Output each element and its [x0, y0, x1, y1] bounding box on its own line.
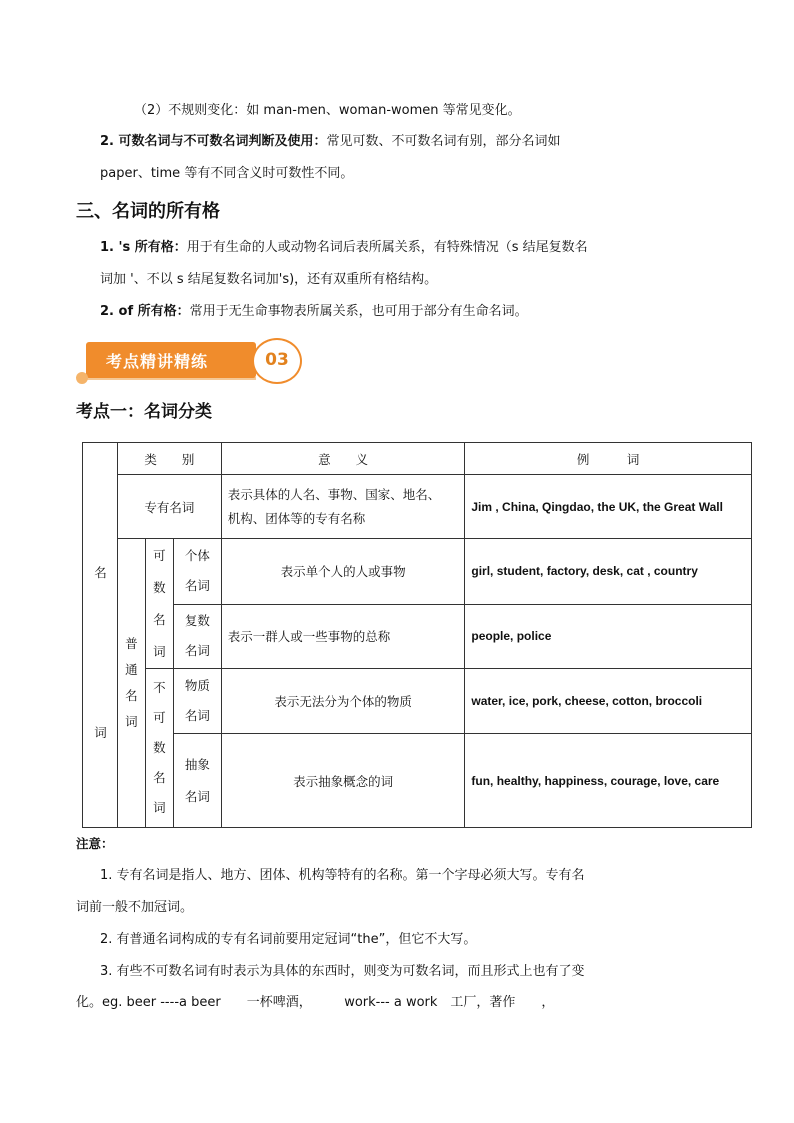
- countable-item-text: 常见可数、不可数名词有别，部分名词如: [326, 134, 561, 149]
- countable-char: 数: [153, 579, 166, 595]
- possessive-of-label: 2. of 所有格：: [100, 304, 190, 319]
- subtype-line1: 物质: [184, 678, 210, 693]
- uncountable-char: 名: [153, 770, 166, 785]
- noun-side-label: [83, 443, 118, 828]
- header-examples: 例 词: [465, 443, 752, 475]
- row-examples: fun, healthy, happiness, courage, love, care: [465, 734, 752, 828]
- row-meaning: 表示抽象概念的词: [221, 734, 465, 828]
- banner-number: 03: [265, 350, 289, 370]
- subtype-line2: 名词: [184, 708, 210, 723]
- subtype-line1: 抽象: [184, 756, 210, 772]
- common-char: 词: [125, 714, 138, 729]
- countable-char: 可: [153, 547, 166, 563]
- note-2: 2. 有普通名词构成的专有名词前要用定冠词“the”，但它不大写。: [100, 932, 477, 947]
- subtype-label: [173, 669, 221, 734]
- possessive-s-line: [100, 238, 588, 258]
- possessive-of-line: [100, 302, 528, 322]
- subtype-line2: 名词: [184, 788, 210, 804]
- uncountable-label: [145, 669, 173, 828]
- subtype-label: [173, 539, 221, 605]
- proper-noun-examples: Jim , China, Qingdao, the UK, the Great Wall: [465, 475, 752, 539]
- noun-classification-table: [82, 442, 752, 828]
- possessive-s-continuation: 词加 '、不以 s 结尾复数名词加's)，还有双重所有格结构。: [100, 272, 438, 287]
- banner-dot: [76, 372, 88, 384]
- countable-item-label: 2. 可数名词与不可数名词判断及使用：: [100, 134, 327, 149]
- common-char: 普: [125, 636, 138, 651]
- row-examples: girl, student, factory, desk, cat , country: [465, 539, 752, 605]
- countable-char: 名: [153, 611, 166, 627]
- possessive-s-text: 用于有生命的人或动物名词后表所属关系，有特殊情况（s 结尾复数名: [186, 240, 588, 255]
- subtype-label: [173, 734, 221, 828]
- row-meaning: 表示一群人或一些事物的总称: [221, 604, 465, 669]
- possessive-of-text: 常用于无生命事物表所属关系，也可用于部分有生命名词。: [189, 304, 528, 319]
- section-heading-possessive: 三、名词的所有格: [76, 201, 220, 222]
- table-row: [83, 669, 752, 734]
- subtype-line2: 名词: [184, 643, 210, 659]
- subtype-line1: 个体: [184, 548, 210, 564]
- side-label-bottom: 词: [94, 725, 107, 740]
- row-examples: people, police: [465, 604, 752, 669]
- note-1-line2: 词前一般不加冠词。: [76, 900, 194, 915]
- table-row: [83, 475, 752, 539]
- countable-item-continuation: paper、time 等有不同含义时可数性不同。: [100, 166, 354, 181]
- row-meaning: 表示单个人的人或事物: [221, 539, 465, 605]
- row-meaning: 表示无法分为个体的物质: [221, 669, 465, 734]
- possessive-s-label: 1. 's 所有格：: [100, 240, 187, 255]
- table-row: [83, 734, 752, 828]
- section-banner: [76, 338, 306, 386]
- proper-meaning-line2: 机构、团体等的专有名称: [227, 510, 366, 526]
- common-noun-label: [117, 539, 145, 828]
- note-3-line2: 化。eg. beer ----a beer 一杯啤酒， work--- a work 工厂，著作 ，: [76, 995, 555, 1010]
- table-row: [83, 604, 752, 669]
- header-meaning: 意 义: [221, 443, 465, 475]
- table-header-row: [83, 443, 752, 475]
- common-char: 名: [125, 688, 138, 703]
- row-examples: water, ice, pork, cheese, cotton, broccoli: [465, 669, 752, 734]
- note-1-line1: 1. 专有名词是指人、地方、团体、机构等特有的名称。第一个字母必须大写。专有名: [100, 868, 585, 883]
- common-char: 通: [125, 662, 138, 677]
- banner-number-badge: [252, 338, 302, 384]
- banner-title: 考点精讲精练: [106, 352, 209, 371]
- subtype-label: [173, 604, 221, 669]
- countable-item-line: [100, 132, 561, 152]
- proper-meaning-line1: 表示具体的人名、事物、国家、地名、: [227, 486, 441, 502]
- note-3-line1: 3. 有些不可数名词有时表示为具体的东西时，则变为可数名词，而且形式上也有了变: [100, 964, 585, 979]
- countable-label: [145, 539, 173, 669]
- topic-heading: 考点一：名词分类: [76, 402, 212, 422]
- countable-char: 词: [153, 643, 166, 659]
- uncountable-char: 数: [153, 740, 166, 755]
- proper-noun-label: 专有名词: [117, 475, 221, 539]
- uncountable-char: 词: [153, 800, 166, 815]
- notes-title: 注意：: [76, 836, 114, 851]
- irregular-change-line: （2）不规则变化：如 man-men、woman-women 等常见变化。: [134, 103, 521, 118]
- uncountable-char: 可: [153, 710, 166, 725]
- subtype-line1: 复数: [184, 613, 210, 629]
- header-category: 类 别: [117, 443, 221, 475]
- subtype-line2: 名词: [184, 578, 210, 594]
- side-label-top: 名: [94, 565, 107, 580]
- table-row: [83, 539, 752, 605]
- uncountable-char: 不: [153, 680, 166, 695]
- proper-noun-meaning: [221, 475, 465, 539]
